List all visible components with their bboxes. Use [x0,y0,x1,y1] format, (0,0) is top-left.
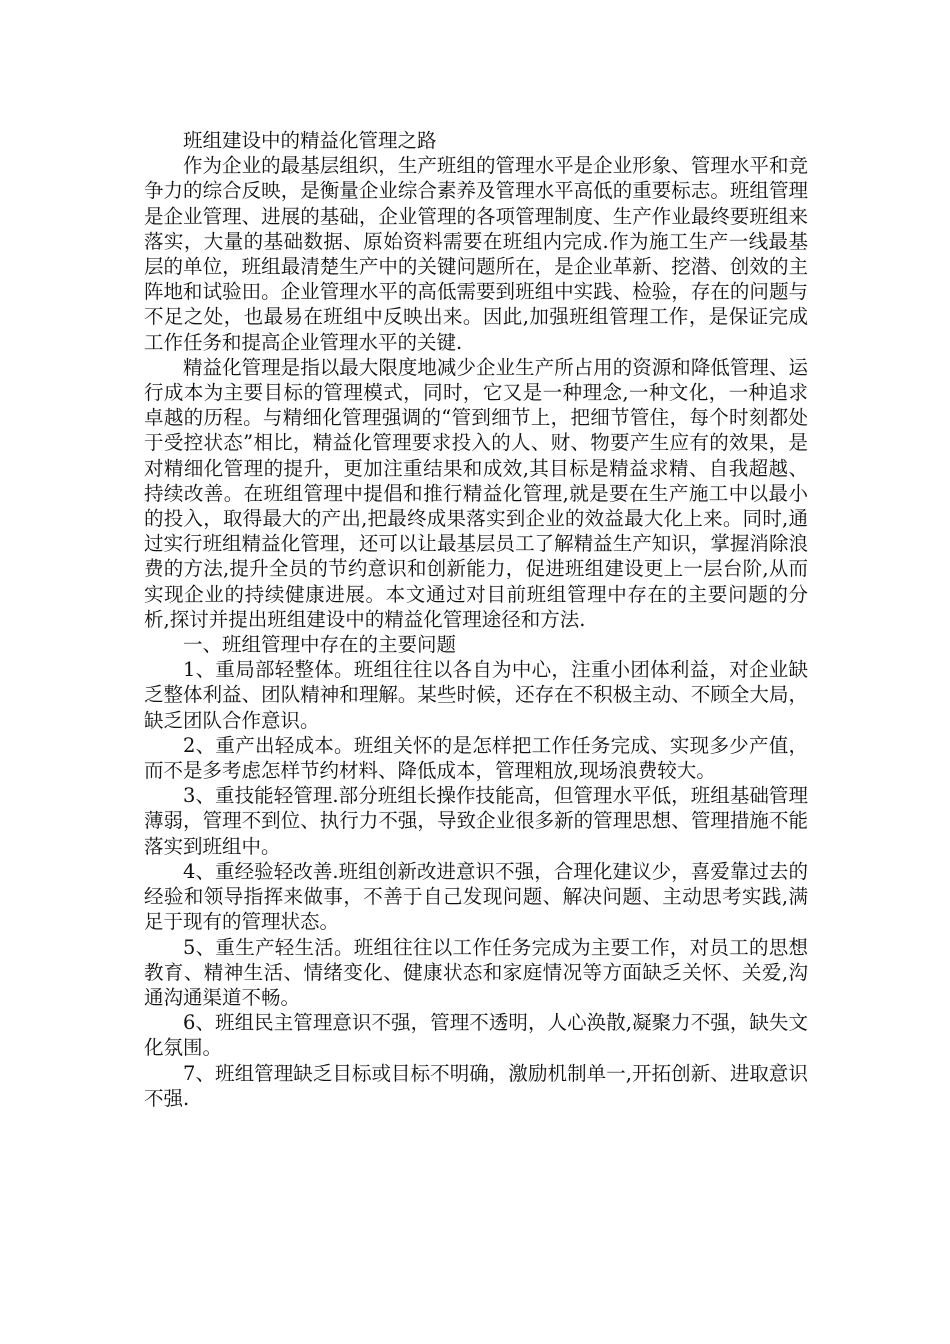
problem-item-1: 1、重局部轻整体。班组往往以各自为中心，注重小团体利益，对企业缺乏整体利益、团队精神和理解。某些时候，还存在不积极主动、不顾全大局，缺乏团队合作意识。 [144,658,808,732]
paragraph-lean-management: 精益化管理是指以最大限度地减少企业生产所占用的资源和降低管理、运行成本为主要目标的管理模式，同时，它又是一种理念,一种文化，一种追求卓越的历程。与精细化管理强调的“管到细节上，把细节管住，每个时刻都处于受控状态”相比，精益化管理要求投入的人、财、物要产生应有的效果，是对精细化管理的提升，更加注重结果和成效,其目标是精益求精、自我超越、持续改善。在班组管理中提倡和推行精益化管理,就是要在生产施工中以最小的投入，取得最大的产出,把最终成果落实到企业的效益最大化上来。同时,通过实行班组精益化管理，还可以让最基层员工了解精益生产知识，掌握消除浪费的方法,提升全员的节约意识和创新能力，促进班组建设更上一层台阶,从而实现企业的持续健康进展。本文通过对目前班组管理中存在的主要问题的分析,探讨并提出班组建设中的精益化管理途径和方法. [144,355,808,631]
problem-item-3: 3、重技能轻管理.部分班组长操作技能高，但管理水平低，班组基础管理薄弱，管理不到位、执行力不强，导致企业很多新的管理思想、管理措施不能落实到班组中。 [144,784,808,858]
document-body [144,128,808,1111]
paragraph-intro: 作为企业的最基层组织，生产班组的管理水平是企业形象、管理水平和竞争力的综合反映，是衡量企业综合素养及管理水平高低的重要标志。班组管理是企业管理、进展的基础，企业管理的各项管理制度、生产作业最终要班组来落实，大量的基础数据、原始资料需要在班组内完成.作为施工生产一线最基层的单位，班组最清楚生产中的关键问题所在，是企业革新、挖潜、创效的主阵地和试验田。企业管理水平的高低需要到班组中实践、检验，存在的问题与不足之处，也最易在班组中反映出来。因此,加强班组管理工作，是保证完成工作任务和提高企业管理水平的关键. [144,154,808,354]
problem-item-4: 4、重经验轻改善.班组创新改进意识不强，合理化建议少，喜爱靠过去的经验和领导指挥来做事，不善于自己发现问题、解决问题、主动思考实践,满足于现有的管理状态。 [144,859,808,934]
document-title: 班组建设中的精益化管理之路 [183,129,437,152]
problem-item-5: 5、重生产轻生活。班组往往以工作任务完成为主要工作，对员工的思想教育、精神生活、情绪变化、健康状态和家庭情况等方面缺乏关怀、关爱,沟通沟通渠道不畅。 [144,935,808,1009]
problem-item-7: 7、班组管理缺乏目标或目标不明确，激励机制单一,开拓创新、进取意识不强. [144,1061,808,1110]
section-heading-problems: 一、班组管理中存在的主要问题 [183,633,457,657]
problem-item-2: 2、重产出轻成本。班组关怀的是怎样把工作任务完成、实现多少产值，而不是多考虑怎样节约材料、降低成本，管理粗放,现场浪费较大。 [144,733,808,783]
problem-item-6: 6、班组民主管理意识不强，管理不透明，人心涣散,凝聚力不强，缺失文化氛围。 [144,1011,808,1060]
